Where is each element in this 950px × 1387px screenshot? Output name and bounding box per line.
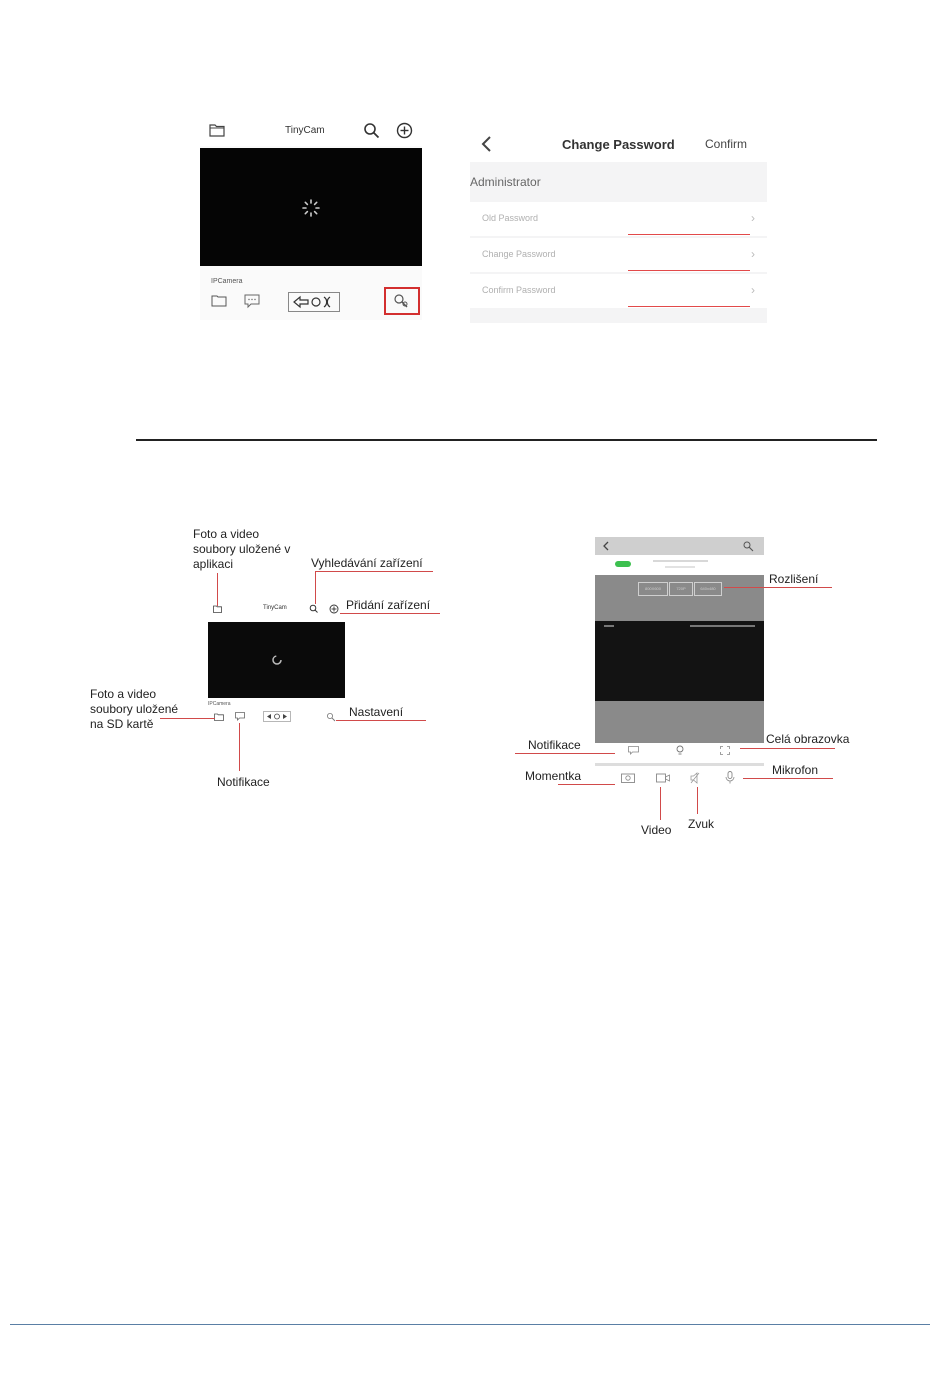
top-bar: [595, 537, 764, 555]
label-microphone: Mikrofon: [772, 763, 819, 777]
label-app-files: Foto a video soubory uložené v aplikaci: [193, 527, 291, 571]
ptz-icon[interactable]: [263, 711, 291, 722]
underline-microphone: [743, 778, 833, 779]
underline-add: [340, 613, 440, 614]
search-icon[interactable]: [363, 122, 380, 139]
loading-spinner-icon: [271, 654, 283, 666]
old-password-field[interactable]: [470, 202, 767, 236]
leader-video: [660, 787, 661, 820]
settings-icon[interactable]: [742, 540, 754, 552]
leader-sd-files: [160, 718, 215, 719]
device-name: IPCamera: [208, 701, 231, 707]
annotation-underline: [628, 270, 750, 271]
chevron-right-icon: ›: [751, 211, 755, 225]
section-divider: [136, 439, 877, 441]
folder-icon[interactable]: [213, 605, 222, 613]
underline-search: [315, 571, 433, 572]
resolution-option-3[interactable]: 640x480: [694, 582, 722, 596]
leader-notifications: [239, 723, 240, 771]
settings-icon[interactable]: [393, 293, 409, 309]
message-icon[interactable]: [244, 294, 260, 309]
chevron-right-icon: ›: [751, 283, 755, 297]
label-sd-files: Foto a video soubory uložené na SD kartě: [90, 687, 179, 731]
device-info-text: [653, 560, 708, 562]
device-name: IPCamera: [211, 278, 243, 285]
annotation-underline: [628, 234, 750, 235]
label-add: Přidání zařízení: [346, 598, 431, 612]
confirm-button[interactable]: Confirm: [705, 137, 748, 151]
resolution-option-1[interactable]: 800X600: [638, 582, 668, 596]
label-settings: Nastavení: [349, 705, 404, 719]
label-resolution: Rozlišení: [769, 572, 819, 586]
online-status-badge: [615, 561, 631, 567]
sd-folder-icon[interactable]: [211, 294, 227, 307]
label-notifications-right: Notifikace: [528, 738, 581, 752]
label-snapshot: Momentka: [525, 769, 582, 783]
annotated-main-screen: [205, 600, 355, 730]
chevron-right-icon: ›: [751, 247, 755, 261]
change-password-field[interactable]: [470, 238, 767, 272]
back-chevron-icon[interactable]: [480, 135, 494, 153]
underline-resolution: [724, 587, 832, 588]
add-circle-icon[interactable]: [329, 604, 339, 614]
app-title: TinyCam: [263, 605, 287, 611]
field-label: Old Password: [482, 213, 539, 223]
message-icon[interactable]: [628, 746, 639, 755]
confirm-password-field[interactable]: [470, 274, 767, 308]
field-label: Change Password: [482, 249, 556, 259]
change-password-screen: [470, 128, 767, 323]
loading-spinner-icon: [301, 198, 321, 218]
label-fullscreen: Celá obrazovka: [766, 732, 850, 746]
top-bar: [200, 118, 422, 146]
add-circle-icon[interactable]: [396, 122, 413, 139]
resolution-option-2[interactable]: 720P: [669, 582, 693, 596]
app-main-screen: [200, 118, 422, 320]
settings-icon[interactable]: [326, 712, 336, 722]
camera-video-stream[interactable]: [595, 621, 764, 701]
field-label: Confirm Password: [482, 285, 556, 295]
message-icon[interactable]: [235, 712, 245, 721]
underline-settings: [336, 720, 426, 721]
camera-video-preview[interactable]: [200, 148, 422, 266]
osd-label-left: [604, 625, 614, 627]
search-icon[interactable]: [309, 604, 318, 613]
section-heading: Administrator: [470, 175, 541, 189]
sd-folder-icon[interactable]: [214, 713, 224, 721]
folder-icon[interactable]: [209, 123, 225, 137]
label-notifications: Notifikace: [217, 775, 270, 789]
snapshot-icon[interactable]: [621, 772, 635, 783]
app-title: TinyCam: [285, 125, 325, 136]
video-record-icon[interactable]: [656, 773, 670, 783]
device-info-subtext: [665, 566, 695, 568]
microphone-icon[interactable]: [725, 771, 735, 784]
ptz-icon[interactable]: [288, 292, 340, 312]
label-search: Vyhledávání zařízení: [311, 556, 423, 570]
page-title: Change Password: [562, 137, 675, 152]
divider-bar: [595, 763, 764, 766]
osd-timestamp: [690, 625, 755, 627]
back-chevron-icon[interactable]: [602, 541, 610, 551]
annotated-live-view-screen: [595, 537, 764, 770]
nav-bar: [470, 128, 767, 162]
footer-rule: [10, 1324, 930, 1325]
device-header: [595, 555, 764, 575]
underline-notifications-right: [515, 753, 615, 754]
lightbulb-icon[interactable]: [676, 745, 684, 756]
label-sound: Zvuk: [688, 817, 715, 831]
label-video: Video: [641, 823, 672, 837]
annotation-underline: [628, 306, 750, 307]
fullscreen-icon[interactable]: [720, 746, 730, 755]
underline-snapshot: [558, 784, 615, 785]
camera-video-preview[interactable]: [208, 622, 345, 698]
leader-sound: [697, 787, 698, 814]
sound-icon[interactable]: [690, 772, 700, 784]
underline-fullscreen: [740, 748, 835, 749]
